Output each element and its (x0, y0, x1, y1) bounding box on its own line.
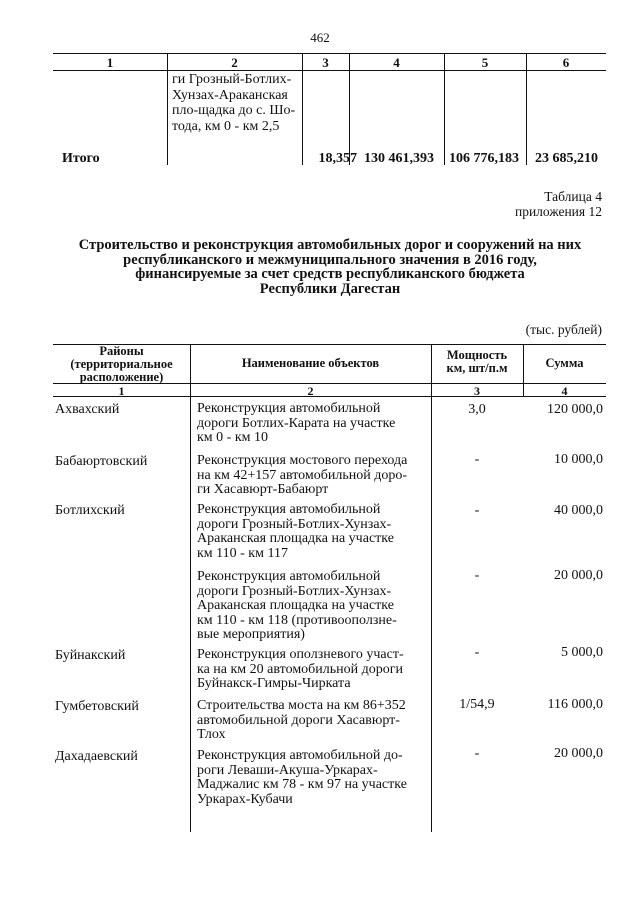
table-label (515, 189, 602, 219)
column-number: 4 (393, 55, 400, 70)
row-capacity: - (474, 645, 480, 660)
row-capacity: - (474, 503, 480, 518)
column-number: 2 (307, 384, 314, 398)
column-divider (431, 344, 432, 832)
header-region: Районы (территориальное расположение) (70, 344, 173, 384)
row-sum: 10 000,0 (554, 452, 603, 467)
row-object-name: Реконструкция автомобильной дороги Ботлих-Карата на участке км 0 - км 10 (197, 401, 396, 445)
column-number: 3 (474, 384, 480, 398)
column-number: 4 (561, 384, 568, 398)
row-object-name: Реконструкция автомобильной дороги Грозный-Ботлих-Хунзах- Араканская площадка на участке км 110 - км 118 (противооползне- вые мероприятия) (197, 569, 397, 642)
row-sum: 40 000,0 (554, 503, 603, 518)
row-sum: 5 000,0 (561, 645, 603, 660)
row-region: Бабаюртовский (55, 454, 148, 469)
row-capacity: 3,0 (468, 402, 486, 417)
row-object-name: Реконструкция мостового перехода на км 42+157 автомобильной доро- ги Хасавюрт-Бабаюрт (197, 453, 408, 497)
column-number: 5 (481, 55, 489, 70)
row-object-name: Реконструкция автомобильной до- роги Леваши-Акуша-Уркарах- Маджалис км 78 - км 97 на участке Уркарах-Кубачи (197, 748, 407, 807)
page-number: 462 (310, 30, 330, 45)
document-title: Строительство и реконструкция автомобильных дорог и сооружений на них республиканского и межмуниципального значения в 2016 году, финансируемые за счет средств республиканского бюджета Республики Дагестан (78, 237, 582, 297)
row-sum: 120 000,0 (547, 402, 603, 417)
continuation-object-name: ги Грозный-Ботлих-Хунзах-Араканская пло-щадка до с. Шо-тода, км 0 - км 2,5 (172, 72, 296, 134)
row-capacity: - (474, 452, 480, 467)
header-sum: Сумма (545, 356, 584, 370)
row-capacity: - (474, 746, 480, 761)
total-sum: 130 461,393 (364, 151, 434, 166)
column-number: 2 (231, 55, 238, 70)
total-capacity: 18,357 (318, 151, 357, 166)
table-rule (53, 53, 606, 54)
units-note: (тыс. рублей) (525, 322, 602, 337)
total-label: Итого (62, 151, 100, 166)
total-sum: 23 685,210 (535, 151, 598, 166)
row-region: Дахадаевский (55, 749, 138, 764)
table-label-text: Таблица 4 приложения 12 (514, 189, 602, 219)
total-sum: 106 776,183 (449, 151, 519, 166)
column-number: 1 (118, 384, 125, 398)
row-capacity: - (474, 568, 480, 583)
column-number: 1 (106, 55, 114, 70)
row-object-name: Строительства моста на км 86+352 автомобильной дороги Хасавюрт- Тлох (197, 698, 406, 742)
row-region: Гумбетовский (55, 699, 139, 714)
row-region: Ахвахский (55, 402, 120, 417)
row-region: Ботлихский (55, 503, 125, 518)
column-number: 6 (562, 55, 570, 70)
column-divider (190, 344, 191, 832)
row-sum: 116 000,0 (547, 697, 603, 712)
row-sum: 20 000,0 (554, 568, 603, 583)
header-capacity: Мощность км, шт/п.м (446, 348, 508, 375)
row-object-name: Реконструкция оползневого участ- ка на км 20 автомобильной дороги Буйнакск-Гимры-Чирката (197, 647, 404, 691)
row-object-name: Реконструкция автомобильной дороги Грозный-Ботлих-Хунзах- Араканская площадка на участке км 110 - км 117 (197, 502, 394, 561)
row-sum: 20 000,0 (554, 746, 603, 761)
row-capacity: 1/54,9 (459, 697, 495, 712)
column-number: 3 (322, 55, 329, 70)
header-object-name: Наименование объектов (241, 356, 380, 370)
row-region: Буйнакский (55, 648, 126, 663)
